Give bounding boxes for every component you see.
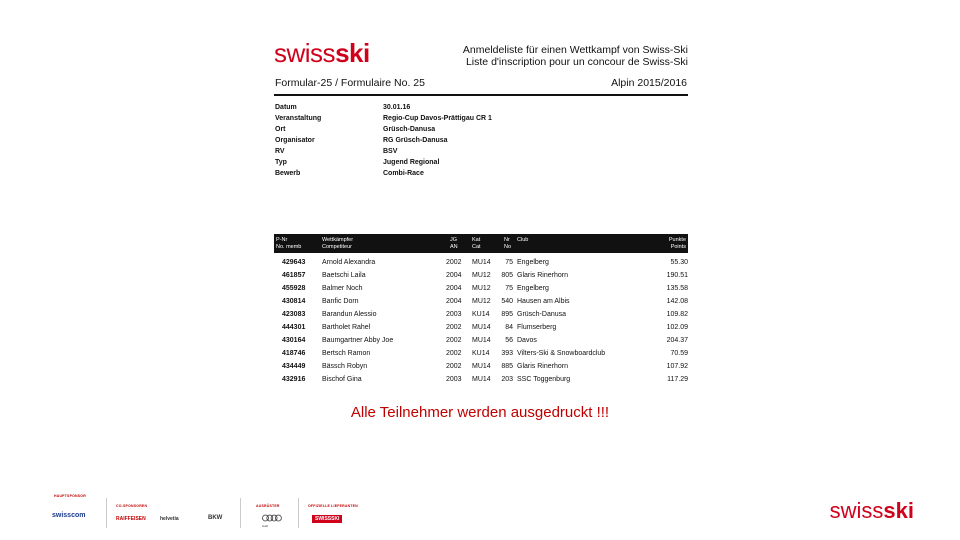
table-row [274, 376, 688, 389]
sponsor-divider [240, 498, 241, 528]
table-row [274, 363, 688, 376]
cell-pnr: 430164 [282, 337, 306, 344]
table-row [274, 285, 688, 298]
table-body [274, 259, 688, 389]
cell-name: Baumgartner Abby Joe [322, 337, 394, 344]
meta-row: Veranstaltung Regio-Cup Davos-Prättigau CR 1 [275, 115, 492, 122]
col-kat: Kat Cat [472, 237, 481, 250]
audi-logo: Audi [262, 514, 282, 528]
cell-club: Davos [517, 337, 537, 344]
sponsor-bar [40, 492, 360, 532]
col-jg: JG AN [450, 237, 458, 250]
cell-jg: 2004 [446, 298, 462, 305]
cell-kat: MU12 [472, 285, 491, 292]
cell-pnr: 461857 [282, 272, 306, 279]
title-de: Anmeldeliste für einen Wettkampf von Swiss-Ski [462, 44, 688, 56]
cell-pnr: 429643 [282, 259, 306, 266]
cell-pts: 135.58 [666, 285, 688, 292]
table-row [274, 259, 688, 272]
cell-jg: 2002 [446, 324, 462, 331]
cell-kat: KU14 [472, 311, 490, 318]
sponsor-divider [106, 498, 107, 528]
cell-pnr: 418746 [282, 350, 306, 357]
helvetia-logo: helvetia [160, 516, 179, 522]
audi-rings-icon [262, 514, 282, 522]
bkw-logo: BKW [208, 515, 223, 521]
table-row [274, 350, 688, 363]
cell-nr: 203 [501, 376, 513, 383]
cell-jg: 2002 [446, 350, 462, 357]
cell-pnr: 432916 [282, 376, 306, 383]
cell-jg: 2004 [446, 272, 462, 279]
sponsor-divider [298, 498, 299, 528]
col-name: Wettkämpfer Competiteur [322, 237, 354, 250]
cell-nr: 885 [501, 363, 513, 370]
meta-row: Typ Jugend Regional [275, 159, 440, 166]
cell-pnr: 423083 [282, 311, 306, 318]
cell-club: Grüsch-Danusa [517, 311, 567, 318]
cell-nr: 75 [505, 285, 513, 292]
cell-nr: 805 [501, 272, 513, 279]
cell-nr: 540 [501, 298, 513, 305]
cell-pts: 102.09 [666, 324, 688, 331]
meta-row: RV BSV [275, 148, 398, 155]
cell-name: Baetschi Laila [322, 272, 366, 279]
swissski-footer-logo: swissski [829, 498, 914, 523]
cell-name: Barandun Alessio [322, 311, 377, 318]
sponsor-label-co: CO-SPONSOREN [116, 504, 148, 508]
sbb-logo: SWISSSKI [312, 515, 342, 523]
cell-pts: 55.30 [670, 259, 688, 266]
col-club: Club [517, 237, 529, 243]
cell-name: Bischof Gina [322, 376, 362, 383]
col-nr: Nr No [504, 237, 512, 250]
cell-club: Flumserberg [517, 324, 557, 331]
cell-jg: 2003 [446, 311, 462, 318]
cell-name: Bartholet Rahel [322, 324, 371, 331]
cell-pnr: 455928 [282, 285, 306, 292]
cell-jg: 2004 [446, 285, 462, 292]
cell-name: Banfic Dorn [322, 298, 359, 305]
cell-jg: 2002 [446, 337, 462, 344]
table-header [274, 234, 688, 253]
event-meta [275, 102, 492, 179]
season-label: Alpin 2015/2016 [611, 77, 687, 89]
cell-pts: 107.92 [666, 363, 688, 370]
table-row [274, 324, 688, 337]
cell-pts: 204.37 [666, 337, 688, 344]
raiffeisen-logo: RAIFFEISEN [116, 516, 146, 522]
cell-jg: 2002 [446, 363, 462, 370]
cell-pts: 70.59 [670, 350, 688, 357]
cell-pts: 142.08 [666, 298, 688, 305]
cell-name: Bertsch Ramon [322, 350, 371, 357]
cell-pts: 109.82 [666, 311, 688, 318]
cell-nr: 84 [505, 324, 513, 331]
sponsor-label-main: HAUPTSPONSOR [54, 494, 86, 498]
cell-club: Glaris Rinerhorn [517, 272, 568, 279]
cell-kat: MU14 [472, 259, 491, 266]
cell-club: Vilters-Ski & Snowboardclub [517, 350, 606, 357]
cell-club: Hausen am Albis [517, 298, 570, 305]
cell-club: SSC Toggenburg [517, 376, 571, 383]
cell-kat: KU14 [472, 350, 490, 357]
meta-row: Bewerb Combi-Race [275, 170, 424, 177]
cell-club: Engelberg [517, 285, 549, 292]
cell-club: Glaris Rinerhorn [517, 363, 568, 370]
cell-nr: 56 [505, 337, 513, 344]
cell-kat: MU12 [472, 272, 491, 279]
sponsor-label-supplier: OFFIZIELLE LIEFERANTEN [308, 504, 358, 508]
table-row [274, 272, 688, 285]
sponsor-label-partner: AUSRÜSTER [256, 504, 280, 508]
table-row [274, 311, 688, 324]
form-heading [463, 44, 688, 68]
cell-pts: 117.29 [667, 376, 688, 383]
cell-club: Engelberg [517, 259, 549, 266]
cell-pnr: 430814 [282, 298, 306, 305]
cell-jg: 2003 [446, 376, 462, 383]
form-bar [274, 76, 688, 96]
col-pts: Punkte Points [668, 237, 686, 250]
print-note: Alle Teilnehmer werden ausgedruckt !!! [350, 404, 610, 421]
table-row [274, 298, 688, 311]
cell-kat: MU12 [472, 298, 491, 305]
cell-pnr: 434449 [282, 363, 306, 370]
swissski-logo: swissski [274, 38, 370, 68]
swisscom-logo: swisscom [52, 512, 86, 519]
title-fr: Liste d'inscription pour un concour de Swiss-Ski [465, 56, 688, 68]
cell-nr: 895 [501, 311, 513, 318]
cell-name: Balmer Noch [322, 285, 363, 292]
cell-nr: 393 [501, 350, 513, 357]
cell-pnr: 444301 [282, 324, 306, 331]
form-label: Formular-25 / Formulaire No. 25 [275, 77, 425, 89]
cell-name: Bässch Robyn [322, 363, 368, 370]
cell-kat: MU14 [472, 337, 491, 344]
cell-name: Arnold Alexandra [322, 259, 376, 266]
cell-nr: 75 [505, 259, 513, 266]
col-pnr: P-Nr No. memb [276, 237, 302, 250]
meta-row: Organisator RG Grüsch-Danusa [275, 137, 448, 144]
cell-kat: MU14 [472, 376, 491, 383]
cell-pts: 190.51 [666, 272, 688, 279]
meta-row: Ort Grüsch-Danusa [275, 126, 436, 133]
cell-jg: 2002 [446, 259, 462, 266]
cell-kat: MU14 [472, 363, 491, 370]
cell-kat: MU14 [472, 324, 491, 331]
table-row [274, 337, 688, 350]
meta-row: Datum 30.01.16 [275, 104, 411, 111]
